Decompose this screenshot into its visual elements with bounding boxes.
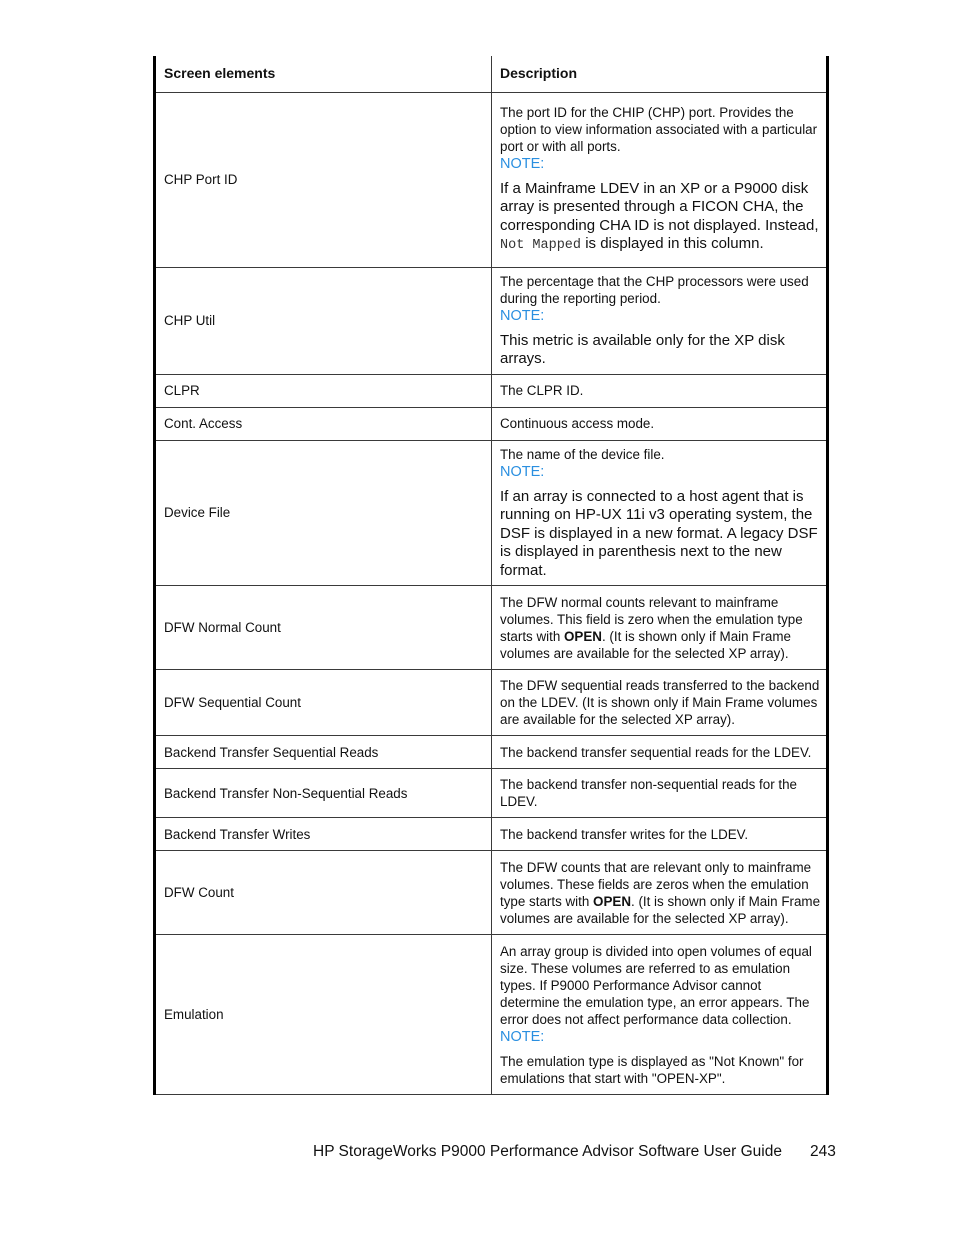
code-value: Not Mapped — [500, 238, 582, 253]
table-row — [155, 818, 828, 851]
description-text: An array group is divided into open volumes of equal size. These volumes are referred to as emulation types. If P9000 Performance Advisor cannot determine the emulation type, an error appears. The error does not affect performance data collection. — [500, 943, 812, 1027]
element-name: DFW Count — [155, 851, 492, 935]
note-text: The emulation type is displayed as "Not Known" for emulations that start with "OPEN-XP". — [500, 1053, 804, 1086]
element-description — [492, 935, 828, 1095]
header-screen-elements: Screen elements — [155, 56, 492, 92]
description-text: The name of the device file. — [500, 446, 665, 462]
page-number: 243 — [809, 1143, 836, 1160]
note-text — [500, 180, 820, 256]
note-label: NOTE: — [500, 463, 545, 480]
table-row — [155, 935, 828, 1095]
page-footer — [313, 1143, 836, 1161]
element-name: Backend Transfer Sequential Reads — [155, 736, 492, 769]
note-text-pre: If a Mainframe LDEV in an XP or a P9000 disk array is presented through a FICON CHA, the corresponding CHA ID is not displayed. Instead, — [500, 179, 819, 234]
description-text-post: . (It is shown only if Main Frame volumes are available for the selected XP array). — [500, 628, 791, 661]
table-row — [155, 670, 828, 736]
table-row — [155, 586, 828, 670]
element-name: DFW Normal Count — [155, 586, 492, 670]
element-description — [492, 92, 828, 267]
table-header-row — [155, 56, 828, 92]
table-row — [155, 736, 828, 769]
element-description — [492, 586, 828, 670]
table-row — [155, 851, 828, 935]
element-description: The CLPR ID. — [492, 374, 828, 407]
element-description: The backend transfer writes for the LDEV. — [492, 818, 828, 851]
element-description: Continuous access mode. — [492, 407, 828, 440]
element-description — [492, 440, 828, 586]
note-label: NOTE: — [500, 307, 545, 324]
note-label: NOTE: — [500, 155, 545, 172]
note-text-post: is displayed in this column. — [585, 235, 764, 252]
element-name: CHP Port ID — [155, 92, 492, 267]
header-description: Description — [492, 56, 828, 92]
note-text: If an array is connected to a host agent that is running on HP-UX 11i v3 operating system, the DSF is displayed in a new format. A legacy DSF is displayed in parenthesis next to the new format. — [500, 487, 818, 579]
element-description: The backend transfer sequential reads for the LDEV. — [492, 736, 828, 769]
element-name: Cont. Access — [155, 407, 492, 440]
element-description: The backend transfer non-sequential reads for the LDEV. — [492, 769, 828, 818]
note-text: This metric is available only for the XP disk arrays. — [500, 331, 785, 367]
description-text-post: . (It is shown only if Main Frame volumes are available for the selected XP array). — [500, 893, 821, 926]
element-description: The DFW sequential reads transferred to the backend on the LDEV. (It is shown only if Main Frame volumes are available for the selected XP array). — [492, 670, 828, 736]
table-row — [155, 407, 828, 440]
element-name: Device File — [155, 440, 492, 586]
emphasized-value: OPEN — [564, 628, 602, 644]
element-name: CLPR — [155, 374, 492, 407]
element-name: Backend Transfer Writes — [155, 818, 492, 851]
description-text-pre: The DFW normal counts relevant to mainframe volumes. This field is zero when the emulation type starts with — [500, 594, 803, 644]
table-row — [155, 374, 828, 407]
description-text-pre: The DFW counts that are relevant only to mainframe volumes. These fields are zeros when the emulation type starts with — [500, 859, 812, 909]
element-description — [492, 267, 828, 374]
description-text: The percentage that the CHP processors were used during the reporting period. — [500, 273, 809, 306]
description-text: The port ID for the CHIP (CHP) port. Provides the option to view information associated with a particular port or with all ports. — [500, 104, 818, 154]
emphasized-value: OPEN — [593, 893, 631, 909]
element-description — [492, 851, 828, 935]
table-row — [155, 769, 828, 818]
screen-elements-table — [153, 56, 829, 1095]
footer-title: HP StorageWorks P9000 Performance Advisor Software User Guide — [313, 1143, 782, 1160]
element-name: DFW Sequential Count — [155, 670, 492, 736]
table-row — [155, 440, 828, 586]
table-row — [155, 267, 828, 374]
element-name: Emulation — [155, 935, 492, 1095]
element-name: Backend Transfer Non-Sequential Reads — [155, 769, 492, 818]
note-label: NOTE: — [500, 1028, 545, 1045]
table-row — [155, 92, 828, 267]
element-name: CHP Util — [155, 267, 492, 374]
